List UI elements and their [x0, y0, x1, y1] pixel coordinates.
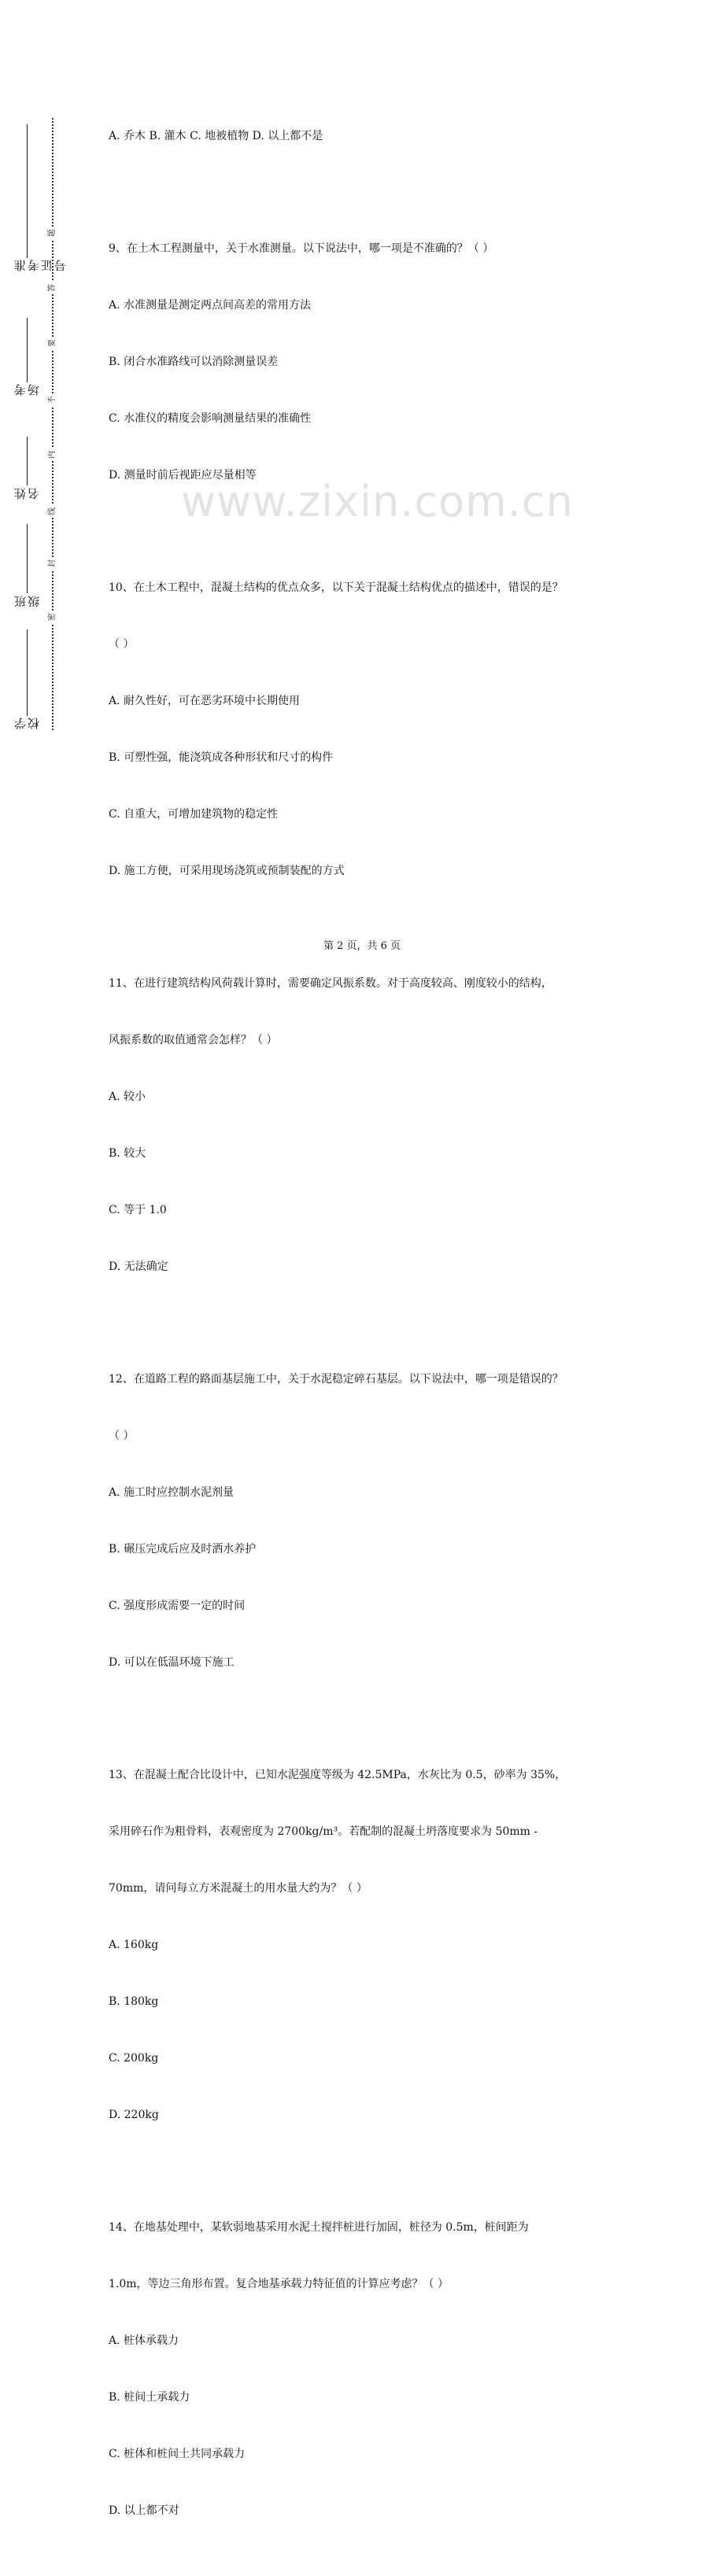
question-text: 风振系数的取值通常会怎样？（ ）: [109, 1034, 278, 1046]
question-14: [109, 2180, 620, 2558]
name-label: 姓名: [13, 488, 41, 500]
binding-char: 题: [46, 227, 59, 239]
exam-room-line: [27, 318, 28, 382]
watermark: www.zixin.com.cn: [181, 477, 574, 526]
option-b: B. 可塑性强，能浇筑成各种形状和尺寸的构件: [109, 751, 334, 764]
option-c: C. 自重大，可增加建筑物的稳定性: [109, 808, 279, 821]
option-c: C. 水准仪的精度会影响测量结果的准确性: [109, 412, 312, 425]
option-b: B. 较大: [109, 1147, 146, 1160]
binding-char: 内: [46, 448, 59, 461]
option-c: C. 等于 1.0: [109, 1204, 167, 1216]
binding-char: 不: [46, 393, 59, 406]
class-line: [27, 524, 28, 593]
question-list: [109, 89, 620, 2576]
binding-char: 线: [46, 505, 59, 518]
question-text: 12、在道路工程的路面基层施工中，关于水泥稳定碎石基层。以下说法中，哪一项是错误的？: [109, 1373, 563, 1386]
option-a: A. 160kg: [109, 1939, 159, 1951]
option-d: D. 施工方便，可采用现场浇筑或预制装配的方式: [109, 865, 345, 877]
option-a: A. 较小: [109, 1091, 146, 1103]
option-d: D. 测量时前后视距应尽量相等: [109, 469, 257, 482]
exam-id-line: [27, 124, 28, 258]
question-text: 11、在进行建筑结构风荷载计算时，需要确定风振系数。对于高度较高、刚度较小的结构，: [109, 977, 552, 990]
question-9: [109, 201, 620, 522]
option-b: B. 桩间土承载力: [109, 2391, 190, 2404]
option-b: B. 闭合水准路线可以消除测量误差: [109, 356, 279, 368]
option-d: D. 220kg: [109, 2109, 159, 2121]
name-line: [27, 437, 28, 485]
question-12: [109, 1332, 620, 1710]
question-11: [109, 936, 620, 1314]
school-line: [27, 629, 28, 716]
binding-char: 密: [46, 611, 59, 623]
binding-char: 答: [46, 282, 59, 294]
class-label: 班级: [13, 596, 41, 607]
option-c: C. 200kg: [109, 2052, 159, 2065]
option-a: A. 水准测量是测定两点间高差的常用方法: [109, 299, 312, 312]
question-text: 13、在混凝土配合比设计中，已知水泥强度等级为 42.5MPa，水灰比为 0.5，砂率为 35%，: [109, 1769, 567, 1781]
option-d: D. 无法确定: [109, 1260, 168, 1273]
question-13: [109, 1728, 620, 2162]
option-a: A. 耐久性好，可在恶劣环境中长期使用: [109, 695, 301, 707]
exam-room-label: 考场: [13, 384, 41, 396]
option-a: A. 施工时应控制水泥剂量: [109, 1486, 235, 1499]
question-text: 10、在土木工程中，混凝土结构的优点众多，以下关于混凝土结构优点的描述中，错误的是？: [109, 581, 563, 594]
binding-char: 要: [46, 337, 59, 349]
question-10: [109, 541, 620, 918]
option-d: D. 以上都不对: [109, 2504, 179, 2517]
binding-char: 封: [46, 557, 59, 570]
question-text: 9、在土木工程测量中，关于水准测量。以下说法中，哪一项是不准确的？（ ）: [109, 242, 494, 255]
option-c: C. 强度形成需要一定的时间: [109, 1600, 246, 1612]
option-b: B. 180kg: [109, 1995, 159, 2008]
page-number: 第 2 页，共 6 页: [323, 940, 401, 952]
question-text: 14、在地基处理中，某软弱地基采用水泥土搅拌桩进行加固，桩径为 0.5m，桩间距为: [109, 2221, 529, 2234]
question-text: （ ）: [109, 638, 135, 651]
question-text: 1.0m，等边三角形布置。复合地基承载力特征值的计算应考虑？（ ）: [109, 2278, 449, 2290]
school-label: 学校: [13, 718, 41, 729]
option-b: B. 碾压完成后应及时洒水养护: [109, 1543, 257, 1556]
exam-id-label: 准考证号: [13, 260, 68, 271]
top-options-line: [109, 89, 620, 183]
option-c: C. 桩体和桩间土共同承载力: [109, 2448, 246, 2460]
binding-dotted-line: [52, 118, 54, 730]
top-line-text: A. 乔木 B. 灌木 C. 地被植物 D. 以上都不是: [109, 130, 323, 142]
option-d: D. 可以在低温环境下施工: [109, 1656, 235, 1669]
question-text: （ ）: [109, 1430, 135, 1442]
question-text: 70mm，请问每立方米混凝土的用水量大约为？（ ）: [109, 1882, 368, 1895]
question-text: 采用碎石作为粗骨料，表观密度为 2700kg/m³。若配制的混凝土坍落度要求为 50mm -: [109, 1825, 538, 1838]
option-a: A. 桩体承载力: [109, 2334, 179, 2347]
